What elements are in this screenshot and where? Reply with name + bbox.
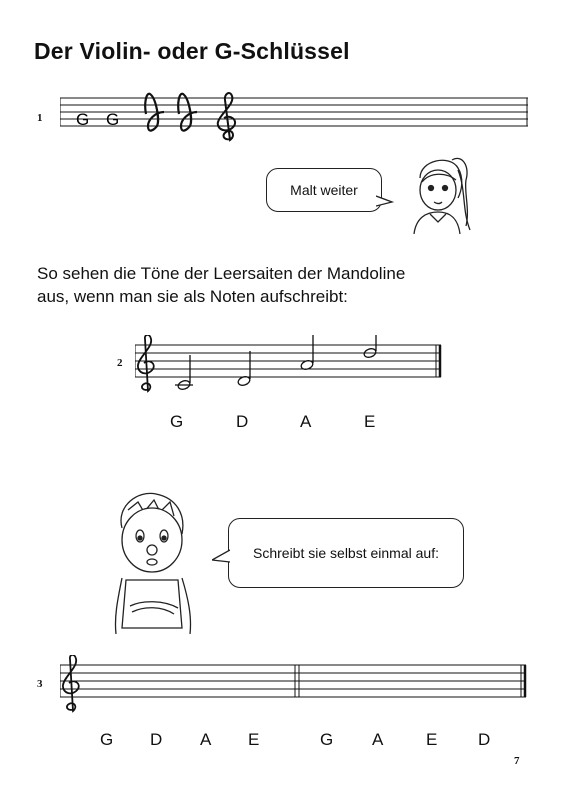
note-name-right-4: D	[478, 730, 491, 749]
speech-bubble-girl	[266, 168, 382, 212]
note-name-e: E	[364, 412, 376, 431]
speech-text-girl: Malt weiter	[290, 182, 358, 198]
treble-clef-symbol-1	[218, 93, 235, 140]
speech-bubble-tail-boy	[212, 548, 230, 566]
boy-illustration	[108, 488, 200, 634]
speech-bubble-boy	[228, 518, 464, 588]
note-name-right-2: A	[372, 730, 384, 749]
note-g	[175, 355, 193, 391]
staff-exercise-1	[60, 90, 530, 150]
treble-clef-2	[138, 335, 154, 391]
note-name-a: A	[300, 412, 312, 431]
girl-illustration	[400, 150, 480, 234]
note-name-g: G	[170, 412, 184, 431]
letter-g-1: G	[76, 110, 90, 129]
page-title: Der Violin- oder G-Schlüssel	[34, 38, 350, 64]
page-number: 7	[514, 755, 520, 767]
note-name-d: D	[236, 412, 249, 431]
exercise-number-1: 1	[37, 112, 43, 124]
staff-exercise-2	[135, 335, 445, 400]
intro-paragraph	[37, 262, 517, 308]
intro-line-2: aus, wenn man sie als Noten aufschreibt:	[37, 287, 348, 306]
exercise-number-2: 2	[117, 357, 123, 369]
note-name-right-1: G	[320, 730, 334, 749]
note-e	[363, 335, 377, 359]
note-name-left-2: D	[150, 730, 163, 749]
note-name-left-1: G	[100, 730, 114, 749]
speech-bubble-tail-girl	[376, 194, 394, 208]
note-name-left-4: E	[248, 730, 260, 749]
letter-g-2: G	[106, 110, 120, 129]
note-name-left-3: A	[200, 730, 212, 749]
staff-exercise-3	[60, 655, 530, 719]
note-name-right-3: E	[426, 730, 438, 749]
treble-clef-3	[63, 655, 79, 711]
speech-text-boy: Schreibt sie selbst einmal auf:	[253, 545, 439, 561]
exercise-number-3: 3	[37, 678, 43, 690]
intro-line-1: So sehen die Töne der Leersaiten der Mandoline	[37, 264, 406, 283]
